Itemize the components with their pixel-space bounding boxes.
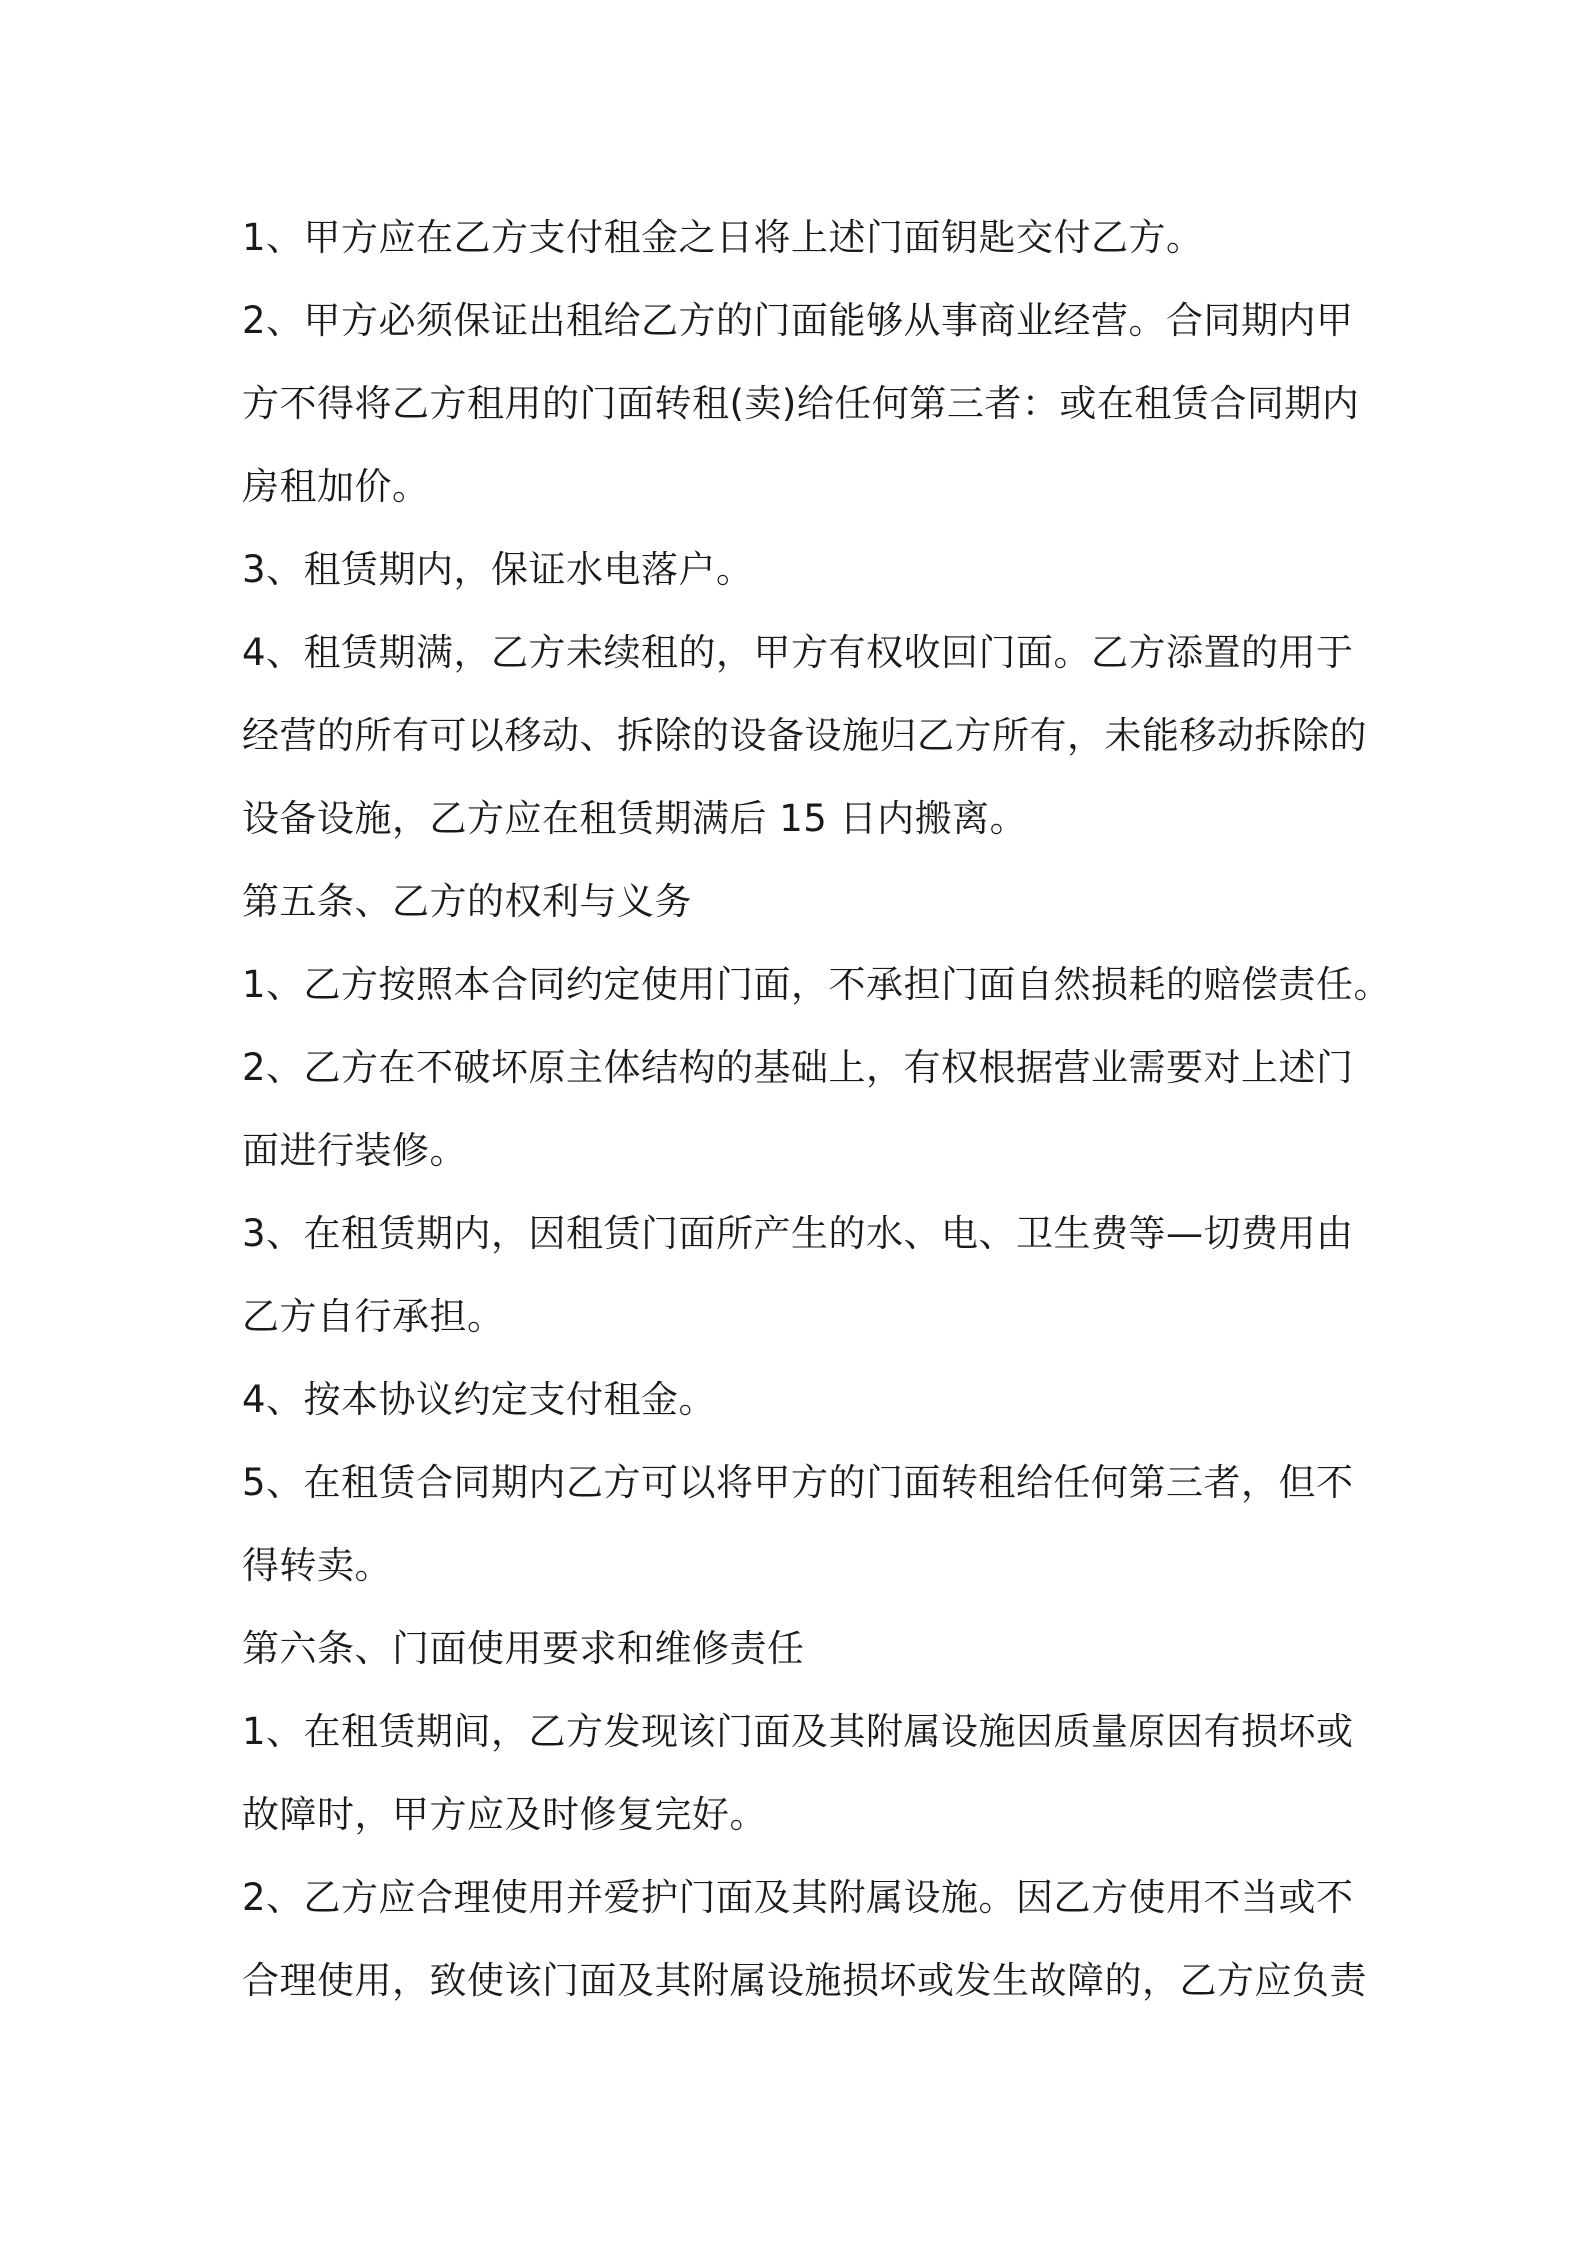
- text-line: 故障时，甲方应及时修复完好。: [242, 1793, 767, 1836]
- text-line: 1、乙方按照本合同约定使用门面，不承担门面自然损耗的赔偿责任。: [242, 963, 1392, 1006]
- text-line: 4、按本协议约定支付租金。: [242, 1378, 717, 1421]
- text-line: 2、乙方在不破坏原主体结构的基础上，有权根据营业需要对上述门: [242, 1046, 1354, 1089]
- text-line: 5、在租赁合同期内乙方可以将甲方的门面转租给任何第三者，但不: [242, 1461, 1354, 1504]
- text-line: 乙方自行承担。: [242, 1295, 505, 1338]
- text-line: 3、在租赁期内，因租赁门面所产生的水、电、卫生费等—切费用由: [242, 1212, 1354, 1255]
- text-line: 房租加价。: [242, 465, 430, 508]
- section-heading: 第六条、门面使用要求和维修责任: [242, 1627, 805, 1670]
- text-line: 4、租赁期满，乙方未续租的，甲方有权收回门面。乙方添置的用于: [242, 631, 1354, 674]
- text-line: 设备设施，乙方应在租赁期满后 15 日内搬离。: [242, 797, 1028, 840]
- text-line: 3、租赁期内，保证水电落户。: [242, 548, 754, 591]
- text-line: 2、甲方必须保证出租给乙方的门面能够从事商业经营。合同期内甲: [242, 299, 1354, 342]
- text-line: 面进行装修。: [242, 1129, 467, 1172]
- text-line: 合理使用，致使该门面及其附属设施损坏或发生故障的，乙方应负责: [242, 1959, 1367, 2002]
- text-line: 得转卖。: [242, 1544, 392, 1587]
- text-line: 2、乙方应合理使用并爱护门面及其附属设施。因乙方使用不当或不: [242, 1876, 1354, 1919]
- text-line: 经营的所有可以移动、拆除的设备设施归乙方所有，未能移动拆除的: [242, 714, 1367, 757]
- text-line: 方不得将乙方租用的门面转租(卖)给任何第三者：或在租赁合同期内: [242, 382, 1360, 425]
- text-line: 1、甲方应在乙方支付租金之日将上述门面钥匙交付乙方。: [242, 216, 1204, 259]
- contract-text: [242, 196, 1392, 2022]
- section-heading: 第五条、乙方的权利与义务: [242, 880, 692, 923]
- text-line: 1、在租赁期间，乙方发现该门面及其附属设施因质量原因有损坏或: [242, 1710, 1354, 1753]
